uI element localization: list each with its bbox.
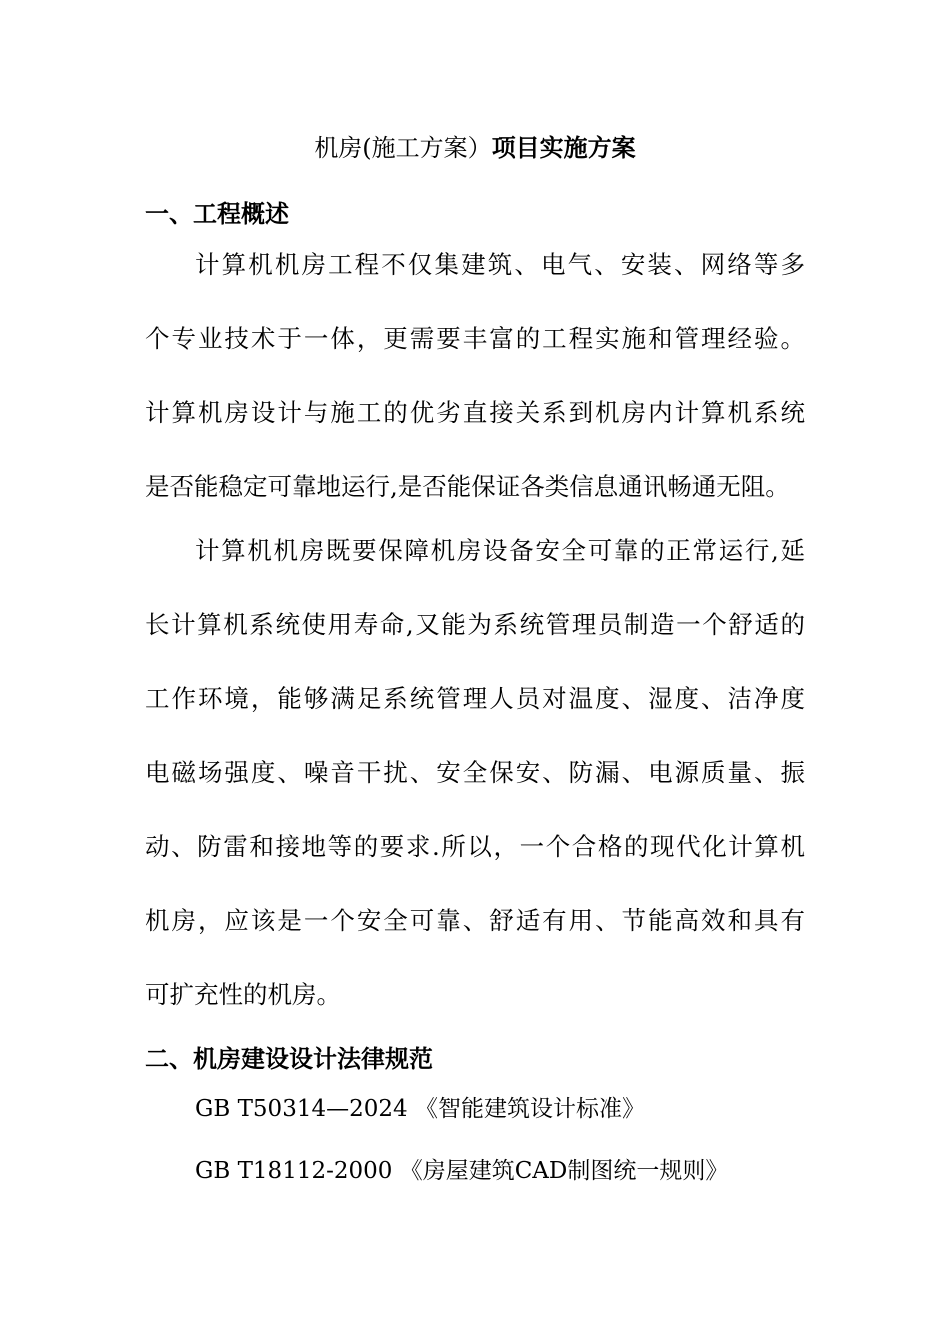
paragraph-line: 计算机房设计与施工的优劣直接关系到机房内计算机系统 xyxy=(145,398,805,427)
title-normal-part: 机房(施工方案） xyxy=(314,134,492,162)
standard-item: GB T50314—2024 《智能建筑设计标准》 xyxy=(195,1096,645,1122)
paragraph-line: 机房，应该是一个安全可靠、舒适有用、节能高效和具有 xyxy=(145,906,805,935)
paragraph-line: 动、防雷和接地等的要求.所以，一个合格的现代化计算机 xyxy=(145,832,805,861)
paragraph-line: 是否能稳定可靠地运行,是否能保证各类信息通讯畅通无阻。 xyxy=(145,472,790,501)
paragraph-line: 可扩充性的机房。 xyxy=(145,980,341,1009)
section-heading-regulations: 二、机房建设设计法律规范 xyxy=(145,1044,433,1073)
paragraph-line: 计算机机房工程不仅集建筑、电气、安装、网络等多 xyxy=(195,250,805,279)
document-title xyxy=(0,132,950,164)
paragraph-line: 工作环境，能够满足系统管理人员对温度、湿度、洁净度 xyxy=(145,684,805,713)
paragraph-line: 长计算机系统使用寿命,又能为系统管理员制造一个舒适的 xyxy=(145,610,805,639)
paragraph-line: 个专业技术于一体，更需要丰富的工程实施和管理经验。 xyxy=(145,324,805,353)
standard-item: GB T18112-2000 《房屋建筑CAD制图统一规则》 xyxy=(195,1158,729,1184)
section-heading-overview: 一、工程概述 xyxy=(145,199,289,228)
title-bold-part: 项目实施方案 xyxy=(491,133,636,162)
paragraph-line: 电磁场强度、噪音干扰、安全保安、防漏、电源质量、振 xyxy=(145,758,805,787)
paragraph-line: 计算机机房既要保障机房设备安全可靠的正常运行,延 xyxy=(195,536,805,565)
